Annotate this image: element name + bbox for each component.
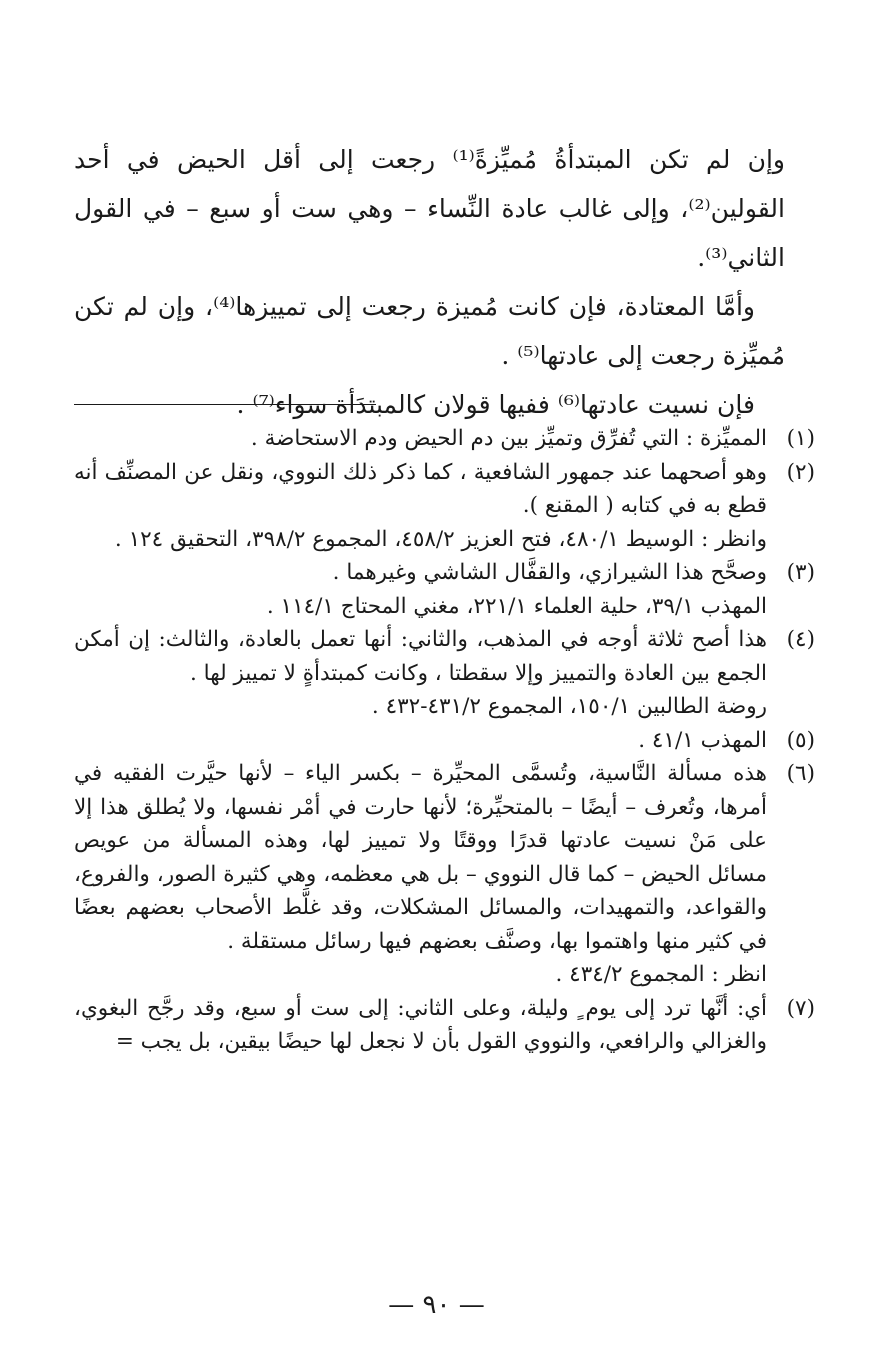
footnote-body [74, 556, 767, 623]
footnotes [74, 422, 815, 1059]
footnote-line: المميِّزة : التي تُفرِّق وتميِّز بين دم الحيض ودم الاستحاضة . [250, 426, 767, 451]
footnote-line: وهو أصحهما عند جمهور الشافعية ، كما ذكر ذلك النووي، ونقل عن المصنِّف أنه قطع به في كتابه ( المقنع ). [74, 459, 767, 518]
footnote [74, 724, 815, 758]
footnote-number: (٥) [786, 727, 815, 753]
footnote [74, 623, 815, 724]
footnote-body [74, 422, 767, 456]
footnote-number: (١) [786, 426, 815, 451]
main-paragraph: وأمَّا المعتادة، فإن كانت مُميزة رجعت إلى تمييزها⁽⁴⁾، وإن لم تكن مُميِّزة رجعت إلى عادتها⁽⁵⁾ . [74, 292, 785, 370]
footnote-number: (٢) [786, 459, 815, 485]
footnote-line: أي: أنَّها ترد إلى يوم ٍ وليلة، وعلى الثاني: إلى ست أو سبع، وقد رجَّح البغوي، والغزالي والرافعي، والنووي القول بأن لا نجعل لها حيضًا بيقين، بل يجب = [74, 995, 767, 1054]
footnote-reference: وانظر : الوسيط ٤٨٠/١، فتح العزيز ٤٥٨/٢، المجموع ٣٩٨/٢، التحقيق ١٢٤ . [114, 526, 767, 552]
footnote-body [74, 724, 767, 758]
footnote-body [74, 623, 767, 724]
footnote-body [74, 757, 767, 992]
main-text [74, 135, 785, 429]
footnote-number: (٦) [786, 761, 815, 786]
footnote [74, 422, 815, 456]
footnote-number: (٣) [786, 560, 815, 585]
main-paragraph: وإن لم تكن المبتدأةُ مُميِّزةً⁽¹⁾ رجعت إلى أقل الحيض في أحد القولين⁽²⁾، وإلى غالب عادة النِّساء – وهي ست أو سبع – في القول الثاني⁽³⁾. [74, 145, 786, 272]
page-number: — ٩٠ — [388, 1290, 485, 1320]
footnote-number: (٤) [786, 627, 815, 652]
footnote [74, 456, 815, 557]
footnote-body [74, 992, 767, 1059]
footnote-reference: المهذب ٣٩/١، حلية العلماء ٢٢١/١، مغني المحتاج ١١٤/١ . [266, 593, 767, 619]
main-paragraph: فإن نسيت عادتها⁽⁶⁾ ففيها قولان كالمبتدَأة سواء⁽⁷⁾ . [236, 390, 755, 419]
footnote-line: المهذب ٤١/١ . [638, 727, 767, 753]
footnote-separator [74, 404, 376, 405]
footnote [74, 992, 815, 1059]
footnote-line: وصحَّح هذا الشيرازي، والقفَّال الشاشي وغيرهما . [332, 560, 767, 585]
footnote-line: هذا أصح ثلاثة أوجه في المذهب، والثاني: أنها تعمل بالعادة، والثالث: إن أمكن الجمع بين العادة والتمييز وإلا سقطتا ، وكانت كمبتدأةٍ لا تمييز لها . [74, 627, 767, 686]
footnote-line: هذه مسألة النَّاسية، وتُسمَّى المحيِّرة – بكسر الياء – لأنها حيَّرت الفقيه في أمرها، وتُعرف – أيضًا – بالمتحيِّرة؛ لأنها حارت في أمْر نفسها، ولا يُطلق هذا إلا على مَنْ نسيت عادتها قدرًا ووقتًا ولا تمييز لها، وهذه المسألة من عويص مسائل الحيض – كما قال النووي – بل هي معظمه، وهي كثيرة الصور، والفروع، والقواعد، والتمهيدات، والمسائل المشكلات، وقد غلَّط الأصحاب بعضهم بعضًا في كثير منها واهتموا بها، وصنَّف بعضهم فيها رسائل مستقلة . [74, 761, 767, 954]
footnote-body [74, 456, 767, 557]
footnote [74, 556, 815, 623]
footnote-reference: انظر : المجموع ٤٣٤/٢ . [555, 962, 767, 987]
footnote-number: (٧) [786, 995, 815, 1021]
footnote [74, 757, 815, 992]
footnote-reference: روضة الطالبين ١٥٠/١، المجموع ٤٣١/٢-٤٣٢ . [371, 694, 767, 719]
